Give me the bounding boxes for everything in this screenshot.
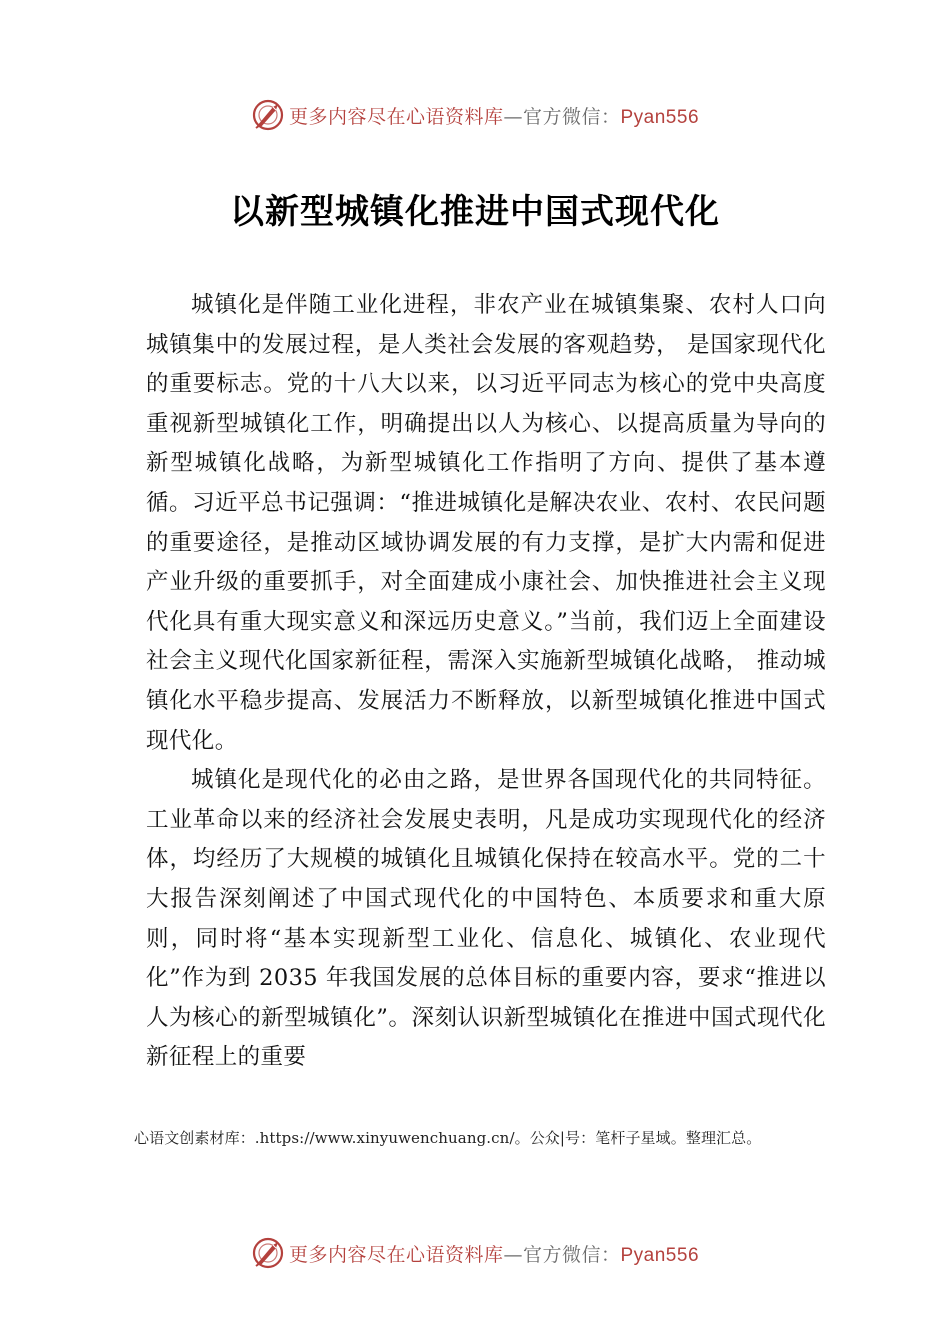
footer-banner: [0, 1233, 950, 1273]
quill-logo-icon: [251, 1236, 285, 1270]
quill-logo-icon: [251, 98, 285, 132]
banner-text: [289, 1240, 699, 1267]
banner-wechat-label: —官方微信：: [503, 1243, 621, 1266]
banner-text: [289, 102, 699, 129]
banner-site-name: 更多内容尽在心语资料库: [288, 105, 504, 128]
paragraph-1: 城镇化是伴随工业化进程，非农产业在城镇集聚、农村人口向城镇集中的发展过程，是人类社会发展的客观趋势， 是国家现代化的重要标志。党的十八大以来，以习近平同志为核心的党中央高度重视新型城镇化工作，明确提出以人为核心、以提高质量为导向的新型城镇化战略，为新型城镇化工作指明了方向、提供了基本遵循。习近平总书记强调：“推进城镇化是解决农业、农村、农民问题的重要途径，是推动区域协调发展的有力支撑，是扩大内需和促进产业升级的重要抓手，对全面建成小康社会、加快推进社会主义现代化具有重大现实意义和深远历史意义。”当前，我们迈上全面建设社会主义现代化国家新征程，需深入实施新型城镇化战略， 推动城镇化水平稳步提高、发展活力不断释放，以新型城镇化推进中国式现代化。: [146, 292, 826, 754]
source-note: 心语文创素材库：.https://www.xinyuwenchuang.cn/。公众|号：笔杆子星域。整理汇总。: [134, 1129, 762, 1147]
paragraph-2: 城镇化是现代化的必由之路，是世界各国现代化的共同特征。工业革命以来的经济社会发展史表明，凡是成功实现现代化的经济体，均经历了大规模的城镇化且城镇化保持在较高水平。党的二十大报告深刻阐述了中国式现代化的中国特色、本质要求和重大原则，同时将“基本实现新型工业化、信息化、城镇化、农业现代化”作为到 2035 年我国发展的总体目标的重要内容，要求“推进以人为核心的新型城镇化”。深刻认识新型城镇化在推进中国式现代化新征程上的重要: [146, 767, 826, 1071]
banner-site-name: 更多内容尽在心语资料库: [288, 1243, 504, 1266]
article-title: 以新型城镇化推进中国式现代化: [230, 192, 720, 232]
banner-wechat-label: —官方微信：: [503, 105, 621, 128]
banner-wechat-handle: Pyan556: [620, 106, 700, 128]
article-body: [146, 286, 826, 1078]
banner-wechat-handle: Pyan556: [620, 1244, 700, 1266]
header-banner: [0, 95, 950, 135]
